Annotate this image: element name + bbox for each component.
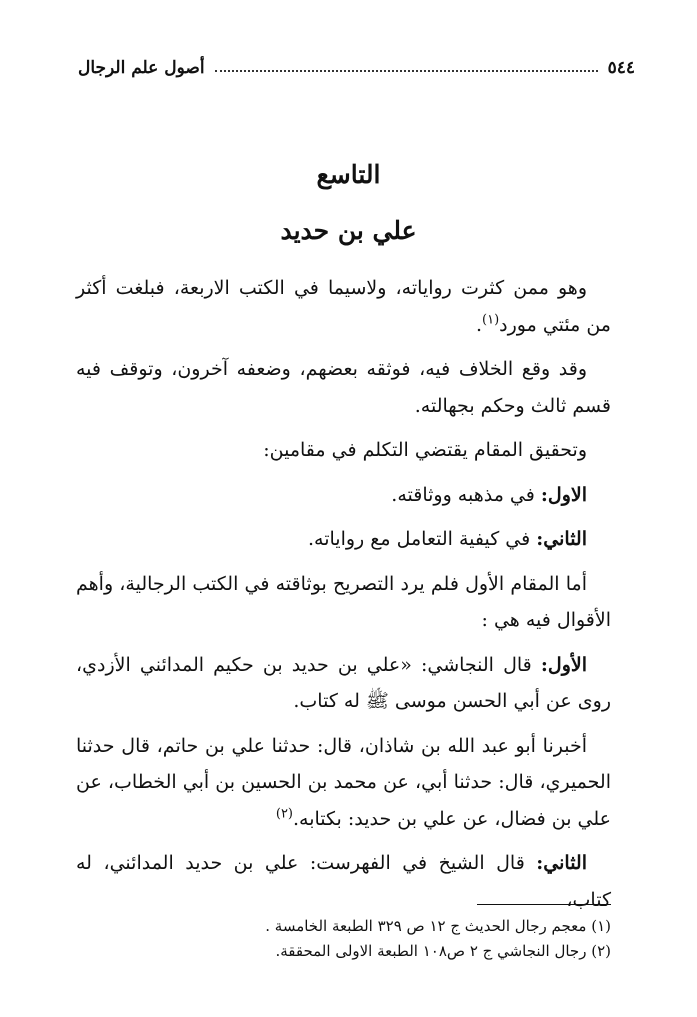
position-label: الثاني:: [536, 528, 587, 550]
chapter-title: التاسع: [316, 160, 381, 189]
footnote-2: (٢) رجال النجاشي ج ٢ ص١٠٨ الطبعة الاولى المحققة.: [275, 942, 611, 960]
entry-title: علي بن حديد: [280, 216, 417, 245]
paragraph-dispute: وقد وقع الخلاف فيه، فوثقه بعضهم، وضعفه آخرون، وتوقف فيه قسم ثالث وحكم بجهالته.: [76, 358, 611, 417]
paragraph-first-position: أما المقام الأول فلم يرد التصريح بوثاقته في الكتب الرجالية، وأهم الأقوال فيه هي :: [76, 572, 611, 631]
page-number: ٥٤٤: [607, 58, 635, 78]
position-first: الاول: في مذهبه ووثاقته.: [391, 483, 587, 506]
book-title: أصول علم الرجال: [78, 58, 205, 78]
footnotes: [76, 914, 611, 964]
paragraph-najashi: الأول: قال النجاشي: «علي بن حديد بن حكيم المدائني الأزدي، روى عن أبي الحسن موسى ﷺ له كتاب.: [76, 653, 611, 712]
position-label: الاول:: [540, 483, 587, 506]
paragraph-chain: أخبرنا أبو عبد الله بن شاذان، قال: حدثنا علي بن حاتم، قال حدثنا الحميري، قال: حدثنا أبي، عن محمد بن الحسين بن أبي الخطاب، عن علي بن فضال، عن علي بن حديد: بكتابه.$^{(٢)}$: [76, 734, 611, 830]
paragraph-two-positions: وتحقيق المقام يقتضي التكلم في مقامين:: [263, 439, 587, 461]
header-dot-leader: [215, 69, 598, 72]
footnote-1: (١) معجم رجال الحديث ج ١٢ ص ٣٢٩ الطبعة الخامسة .: [265, 917, 611, 935]
footnote-ref-2: (٢): [275, 806, 293, 822]
position-second: الثاني: في كيفية التعامل مع رواياته.: [308, 528, 587, 550]
footnote-divider: [477, 904, 611, 905]
paragraph-fihrist: الثاني: قال الشيخ في الفهرست: علي بن حديد المدائني، له كتاب،: [76, 852, 611, 911]
running-header: [78, 48, 635, 78]
opinion-label: الأول:: [540, 653, 587, 676]
footnote-ref-1: (١): [482, 312, 500, 328]
body-text: [76, 270, 611, 926]
paragraph-intro: وهو ممن كثرت رواياته، ولاسيما في الكتب الاربعة، فبلغت أكثر من مئتي مورد$^{(١)}$.: [76, 277, 611, 336]
opinion-label: الثاني:: [536, 852, 587, 874]
